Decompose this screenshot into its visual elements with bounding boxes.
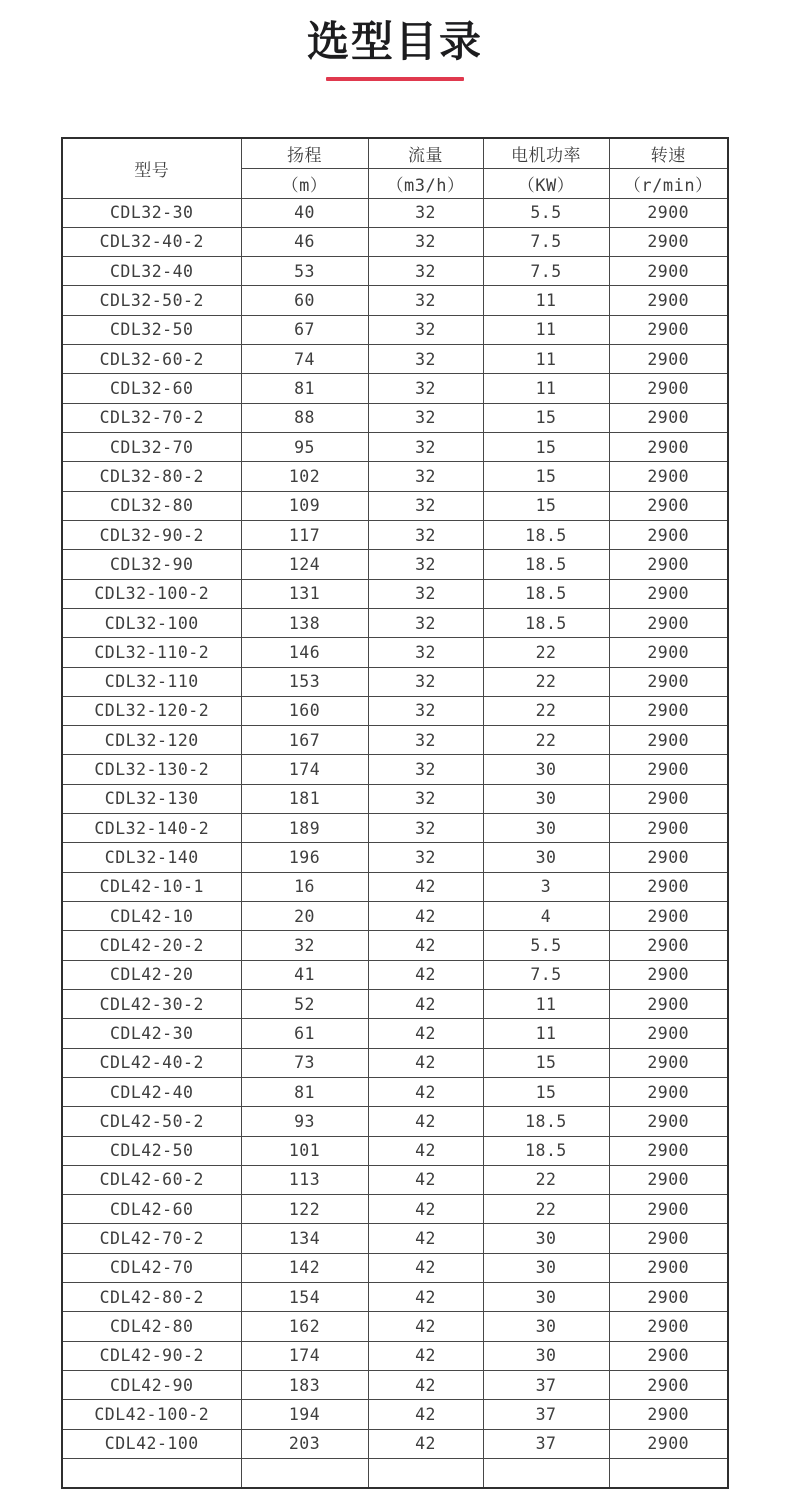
power-cell: 30 (483, 1283, 609, 1312)
speed-cell: 2900 (609, 1048, 728, 1077)
speed-cell: 2900 (609, 198, 728, 227)
flow-cell: 32 (368, 638, 483, 667)
flow-cell: 32 (368, 608, 483, 637)
empty-cell (241, 1458, 368, 1487)
model-cell: CDL32-80 (62, 491, 241, 520)
flow-cell: 42 (368, 1048, 483, 1077)
speed-cell: 2900 (609, 843, 728, 872)
speed-cell: 2900 (609, 1400, 728, 1429)
table-row (62, 315, 728, 344)
speed-cell: 2900 (609, 1165, 728, 1194)
table-row (62, 872, 728, 901)
model-cell: CDL42-90 (62, 1371, 241, 1400)
empty-cell (609, 1458, 728, 1487)
head-cell: 52 (241, 989, 368, 1018)
head-cell: 95 (241, 433, 368, 462)
head-cell: 81 (241, 374, 368, 403)
table-row (62, 1048, 728, 1077)
model-cell: CDL42-90-2 (62, 1341, 241, 1370)
speed-cell: 2900 (609, 960, 728, 989)
table-row (62, 374, 728, 403)
title-underline (326, 77, 464, 81)
speed-cell: 2900 (609, 814, 728, 843)
power-cell: 22 (483, 726, 609, 755)
column-header-head: 扬程 (241, 138, 368, 168)
model-cell: CDL42-10 (62, 902, 241, 931)
head-cell: 101 (241, 1136, 368, 1165)
power-cell: 22 (483, 667, 609, 696)
head-cell: 88 (241, 403, 368, 432)
header-row-labels (62, 138, 728, 168)
head-cell: 46 (241, 227, 368, 256)
table-row (62, 726, 728, 755)
flow-cell: 42 (368, 1283, 483, 1312)
table-row (62, 345, 728, 374)
model-cell: CDL42-70-2 (62, 1224, 241, 1253)
power-cell: 15 (483, 1077, 609, 1106)
speed-cell: 2900 (609, 433, 728, 462)
flow-cell: 42 (368, 1019, 483, 1048)
empty-cell (483, 1458, 609, 1487)
model-cell: CDL32-70 (62, 433, 241, 462)
flow-cell: 42 (368, 931, 483, 960)
flow-cell: 32 (368, 814, 483, 843)
speed-cell: 2900 (609, 345, 728, 374)
head-cell: 203 (241, 1429, 368, 1458)
table-row (62, 579, 728, 608)
model-cell: CDL32-130 (62, 784, 241, 813)
flow-cell: 32 (368, 198, 483, 227)
model-cell: CDL32-90 (62, 550, 241, 579)
column-unit-power: （KW） (483, 168, 609, 198)
flow-cell: 32 (368, 726, 483, 755)
model-cell: CDL42-50-2 (62, 1107, 241, 1136)
head-cell: 113 (241, 1165, 368, 1194)
table-row (62, 1136, 728, 1165)
head-cell: 20 (241, 902, 368, 931)
head-cell: 162 (241, 1312, 368, 1341)
head-cell: 167 (241, 726, 368, 755)
page-title: 选型目录 (306, 17, 483, 66)
flow-cell: 32 (368, 520, 483, 549)
speed-cell: 2900 (609, 608, 728, 637)
table-row (62, 696, 728, 725)
power-cell: 22 (483, 1165, 609, 1194)
power-cell: 18.5 (483, 579, 609, 608)
speed-cell: 2900 (609, 227, 728, 256)
head-cell: 138 (241, 608, 368, 637)
table-row (62, 902, 728, 931)
model-cell: CDL32-110-2 (62, 638, 241, 667)
power-cell: 37 (483, 1371, 609, 1400)
model-cell: CDL42-70 (62, 1253, 241, 1282)
model-cell: CDL32-40 (62, 257, 241, 286)
model-cell: CDL42-30-2 (62, 989, 241, 1018)
speed-cell: 2900 (609, 520, 728, 549)
head-cell: 134 (241, 1224, 368, 1253)
flow-cell: 42 (368, 1341, 483, 1370)
power-cell: 7.5 (483, 960, 609, 989)
power-cell: 37 (483, 1429, 609, 1458)
power-cell: 11 (483, 345, 609, 374)
power-cell: 22 (483, 1195, 609, 1224)
table-row (62, 843, 728, 872)
head-cell: 122 (241, 1195, 368, 1224)
flow-cell: 32 (368, 843, 483, 872)
table-row (62, 1107, 728, 1136)
model-cell: CDL42-60 (62, 1195, 241, 1224)
model-cell: CDL32-130-2 (62, 755, 241, 784)
table-row (62, 989, 728, 1018)
power-cell: 7.5 (483, 257, 609, 286)
model-cell: CDL32-110 (62, 667, 241, 696)
head-cell: 53 (241, 257, 368, 286)
model-cell: CDL42-30 (62, 1019, 241, 1048)
table-row (62, 1165, 728, 1194)
flow-cell: 32 (368, 403, 483, 432)
table-row (62, 550, 728, 579)
table-row (62, 814, 728, 843)
flow-cell: 32 (368, 667, 483, 696)
table-row (62, 198, 728, 227)
head-cell: 189 (241, 814, 368, 843)
speed-cell: 2900 (609, 1371, 728, 1400)
table-row (62, 1371, 728, 1400)
flow-cell: 42 (368, 902, 483, 931)
head-cell: 81 (241, 1077, 368, 1106)
head-cell: 60 (241, 286, 368, 315)
head-cell: 174 (241, 1341, 368, 1370)
table-row (62, 1400, 728, 1429)
power-cell: 15 (483, 462, 609, 491)
model-cell: CDL32-30 (62, 198, 241, 227)
table-row (62, 257, 728, 286)
speed-cell: 2900 (609, 931, 728, 960)
flow-cell: 42 (368, 1136, 483, 1165)
power-cell: 5.5 (483, 198, 609, 227)
model-cell: CDL32-70-2 (62, 403, 241, 432)
table-row (62, 638, 728, 667)
head-cell: 183 (241, 1371, 368, 1400)
model-cell: CDL32-120 (62, 726, 241, 755)
head-cell: 160 (241, 696, 368, 725)
power-cell: 11 (483, 286, 609, 315)
power-cell: 30 (483, 755, 609, 784)
model-cell: CDL32-80-2 (62, 462, 241, 491)
table-row (62, 1224, 728, 1253)
power-cell: 30 (483, 814, 609, 843)
empty-cell (62, 1458, 241, 1487)
table-row (62, 931, 728, 960)
head-cell: 16 (241, 872, 368, 901)
model-cell: CDL42-80-2 (62, 1283, 241, 1312)
head-cell: 181 (241, 784, 368, 813)
flow-cell: 42 (368, 1253, 483, 1282)
flow-cell: 32 (368, 227, 483, 256)
head-cell: 124 (241, 550, 368, 579)
table-row (62, 1283, 728, 1312)
head-cell: 154 (241, 1283, 368, 1312)
power-cell: 18.5 (483, 1136, 609, 1165)
speed-cell: 2900 (609, 491, 728, 520)
model-cell: CDL32-60 (62, 374, 241, 403)
speed-cell: 2900 (609, 696, 728, 725)
model-cell: CDL42-100-2 (62, 1400, 241, 1429)
speed-cell: 2900 (609, 726, 728, 755)
column-unit-head: （m） (241, 168, 368, 198)
speed-cell: 2900 (609, 1224, 728, 1253)
model-cell: CDL42-20 (62, 960, 241, 989)
flow-cell: 42 (368, 1107, 483, 1136)
model-cell: CDL32-140-2 (62, 814, 241, 843)
table-row (62, 755, 728, 784)
model-cell: CDL32-40-2 (62, 227, 241, 256)
flow-cell: 32 (368, 462, 483, 491)
power-cell: 30 (483, 1341, 609, 1370)
head-cell: 73 (241, 1048, 368, 1077)
table-row (62, 784, 728, 813)
flow-cell: 32 (368, 696, 483, 725)
speed-cell: 2900 (609, 989, 728, 1018)
title-block (0, 0, 790, 137)
speed-cell: 2900 (609, 1312, 728, 1341)
model-cell: CDL42-40 (62, 1077, 241, 1106)
head-cell: 102 (241, 462, 368, 491)
speed-cell: 2900 (609, 638, 728, 667)
power-cell: 11 (483, 989, 609, 1018)
flow-cell: 32 (368, 286, 483, 315)
model-cell: CDL42-60-2 (62, 1165, 241, 1194)
speed-cell: 2900 (609, 1429, 728, 1458)
flow-cell: 42 (368, 1077, 483, 1106)
flow-cell: 42 (368, 1224, 483, 1253)
table-row (62, 520, 728, 549)
head-cell: 93 (241, 1107, 368, 1136)
model-cell: CDL42-100 (62, 1429, 241, 1458)
table-row (62, 227, 728, 256)
flow-cell: 32 (368, 784, 483, 813)
head-cell: 194 (241, 1400, 368, 1429)
table-row (62, 462, 728, 491)
speed-cell: 2900 (609, 1077, 728, 1106)
flow-cell: 42 (368, 989, 483, 1018)
model-cell: CDL32-60-2 (62, 345, 241, 374)
power-cell: 30 (483, 784, 609, 813)
power-cell: 15 (483, 433, 609, 462)
power-cell: 7.5 (483, 227, 609, 256)
speed-cell: 2900 (609, 902, 728, 931)
head-cell: 142 (241, 1253, 368, 1282)
power-cell: 4 (483, 902, 609, 931)
power-cell: 11 (483, 1019, 609, 1048)
power-cell: 30 (483, 1224, 609, 1253)
flow-cell: 32 (368, 755, 483, 784)
empty-cell (368, 1458, 483, 1487)
power-cell: 30 (483, 1253, 609, 1282)
table-row (62, 1341, 728, 1370)
model-cell: CDL42-80 (62, 1312, 241, 1341)
head-cell: 174 (241, 755, 368, 784)
speed-cell: 2900 (609, 1195, 728, 1224)
table-row (62, 1077, 728, 1106)
power-cell: 30 (483, 843, 609, 872)
table-row (62, 286, 728, 315)
flow-cell: 42 (368, 1312, 483, 1341)
power-cell: 15 (483, 403, 609, 432)
flow-cell: 42 (368, 1195, 483, 1224)
power-cell: 18.5 (483, 550, 609, 579)
speed-cell: 2900 (609, 1253, 728, 1282)
speed-cell: 2900 (609, 1283, 728, 1312)
table-row (62, 403, 728, 432)
flow-cell: 32 (368, 345, 483, 374)
model-cell: CDL32-140 (62, 843, 241, 872)
speed-cell: 2900 (609, 667, 728, 696)
model-cell: CDL32-100-2 (62, 579, 241, 608)
flow-cell: 42 (368, 1371, 483, 1400)
power-cell: 5.5 (483, 931, 609, 960)
flow-cell: 32 (368, 579, 483, 608)
table-row (62, 608, 728, 637)
power-cell: 3 (483, 872, 609, 901)
speed-cell: 2900 (609, 257, 728, 286)
head-cell: 32 (241, 931, 368, 960)
column-header-speed: 转速 (609, 138, 728, 168)
model-cell: CDL32-100 (62, 608, 241, 637)
head-cell: 196 (241, 843, 368, 872)
power-cell: 15 (483, 491, 609, 520)
flow-cell: 42 (368, 960, 483, 989)
table-row (62, 1253, 728, 1282)
model-cell: CDL42-50 (62, 1136, 241, 1165)
speed-cell: 2900 (609, 374, 728, 403)
power-cell: 11 (483, 315, 609, 344)
speed-cell: 2900 (609, 872, 728, 901)
selection-table (61, 137, 729, 1489)
table-row-partial (62, 1458, 728, 1487)
power-cell: 22 (483, 638, 609, 667)
speed-cell: 2900 (609, 1136, 728, 1165)
table-row (62, 1312, 728, 1341)
speed-cell: 2900 (609, 579, 728, 608)
model-cell: CDL32-90-2 (62, 520, 241, 549)
speed-cell: 2900 (609, 403, 728, 432)
flow-cell: 42 (368, 1165, 483, 1194)
power-cell: 18.5 (483, 520, 609, 549)
flow-cell: 32 (368, 315, 483, 344)
speed-cell: 2900 (609, 1019, 728, 1048)
table-row (62, 433, 728, 462)
head-cell: 146 (241, 638, 368, 667)
flow-cell: 32 (368, 550, 483, 579)
column-unit-speed: （r/min） (609, 168, 728, 198)
head-cell: 41 (241, 960, 368, 989)
speed-cell: 2900 (609, 286, 728, 315)
model-cell: CDL42-40-2 (62, 1048, 241, 1077)
power-cell: 11 (483, 374, 609, 403)
table-row (62, 1019, 728, 1048)
table-row (62, 1195, 728, 1224)
table-body (62, 198, 728, 1488)
speed-cell: 2900 (609, 784, 728, 813)
table-header (62, 138, 728, 198)
head-cell: 131 (241, 579, 368, 608)
table-row (62, 1429, 728, 1458)
flow-cell: 32 (368, 374, 483, 403)
speed-cell: 2900 (609, 315, 728, 344)
head-cell: 61 (241, 1019, 368, 1048)
head-cell: 117 (241, 520, 368, 549)
power-cell: 18.5 (483, 608, 609, 637)
flow-cell: 32 (368, 491, 483, 520)
flow-cell: 42 (368, 1429, 483, 1458)
flow-cell: 42 (368, 872, 483, 901)
model-cell: CDL42-20-2 (62, 931, 241, 960)
flow-cell: 32 (368, 257, 483, 286)
speed-cell: 2900 (609, 550, 728, 579)
column-unit-flow: （m3/h） (368, 168, 483, 198)
power-cell: 37 (483, 1400, 609, 1429)
model-cell: CDL32-120-2 (62, 696, 241, 725)
model-cell: CDL42-10-1 (62, 872, 241, 901)
speed-cell: 2900 (609, 755, 728, 784)
speed-cell: 2900 (609, 1341, 728, 1370)
flow-cell: 42 (368, 1400, 483, 1429)
power-cell: 22 (483, 696, 609, 725)
model-cell: CDL32-50-2 (62, 286, 241, 315)
table-row (62, 491, 728, 520)
speed-cell: 2900 (609, 462, 728, 491)
head-cell: 74 (241, 345, 368, 374)
model-cell: CDL32-50 (62, 315, 241, 344)
head-cell: 40 (241, 198, 368, 227)
table-row (62, 960, 728, 989)
head-cell: 67 (241, 315, 368, 344)
column-header-power: 电机功率 (483, 138, 609, 168)
power-cell: 18.5 (483, 1107, 609, 1136)
head-cell: 153 (241, 667, 368, 696)
head-cell: 109 (241, 491, 368, 520)
column-header-model: 型号 (62, 138, 241, 198)
table-row (62, 667, 728, 696)
flow-cell: 32 (368, 433, 483, 462)
speed-cell: 2900 (609, 1107, 728, 1136)
column-header-flow: 流量 (368, 138, 483, 168)
power-cell: 15 (483, 1048, 609, 1077)
power-cell: 30 (483, 1312, 609, 1341)
